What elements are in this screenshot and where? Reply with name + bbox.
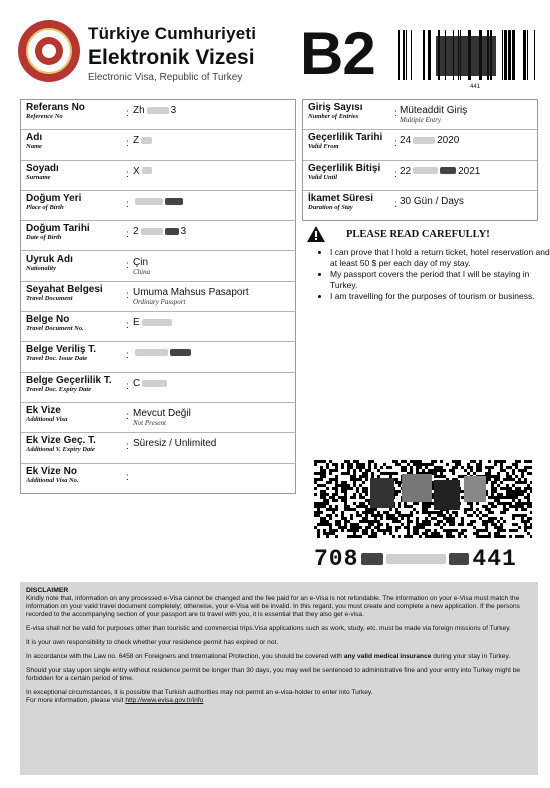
field-label-sub: Travel Doc. Expiry Date [26,385,92,393]
field-label-sub: Additional Visa [26,416,68,423]
field-label-main: Adı [26,132,43,144]
field-value [133,408,191,427]
table-row [303,191,537,221]
disclaimer-paragraph: It is your own responsibility to check whether your residence permit has expired or not. [26,639,279,646]
redaction-slot [411,135,437,146]
field-label-main: Belge Veriliş T. [26,344,97,356]
disclaimer-title: DISCLAIMER [26,587,69,594]
field-value-sub: Multiple Entry [400,116,442,124]
field-label-sub: Name [26,143,42,151]
disclaimer-paragraph: Kindly note that, information on any processed e-Visa cannot be changed and the fee paid for an e-Visa is not refundable. The information on your e-Visa must match the information on your valid travel document completely; otherwise, your e-Visa will be invalid. In this regard, you must create and complete a new application. If the persons recorded to the accompanying section of your passport are to travel with you, it is essential that they also get e-visa. [26,595,520,618]
field-label [308,132,382,151]
field-value [133,257,150,276]
barcode-2d [314,460,532,538]
field-value-sub: Not Present [133,419,166,427]
visa-type-label: B2 [300,20,375,87]
field-colon: : [394,198,397,210]
field-label-sub: Travel Doc. Issue Date [26,355,88,363]
field-value [400,196,464,207]
redaction-slot [145,105,171,116]
field-label-main: Giriş Sayısı [308,102,363,113]
disclaimer-paragraph [26,653,532,661]
field-label-main: Geçerlilik Bitişi [308,162,381,174]
field-value-sub: Ordinary Passport [133,297,186,306]
field-value-text: Süresiz / Unlimited [133,438,217,450]
field-label-sub: Number of Entries [308,113,359,120]
field-value [400,105,467,124]
field-colon: : [126,380,129,392]
field-value-text-end: 3 [180,226,187,238]
field-label [26,163,59,182]
field-label [26,193,81,212]
turkey-seal-logo [18,20,80,82]
field-value-text-end: 2020 [437,135,460,147]
field-label [308,193,373,212]
table-row [21,161,295,191]
header-title-line1: Türkiye Cumhuriyeti [88,24,257,43]
warning-item: • My passport covers the period that I will be staying in Turkey. [330,269,550,291]
field-colon: : [126,138,129,150]
field-value [400,135,459,146]
field-colon: : [126,108,129,119]
field-colon: : [126,168,129,180]
field-value [400,166,480,177]
field-value [133,317,174,328]
visa-code-start: 708 [314,546,359,572]
disclaimer-paragraph [26,689,532,705]
table-row [21,403,295,433]
visa-code-end: 441 [472,546,517,572]
field-value [133,438,216,449]
redaction-slot [133,347,193,358]
field-label-main: Belge No [26,314,70,326]
warning-triangle-icon [307,226,325,242]
warning-item: • I am travelling for the purposes of tourism or business. [330,291,550,302]
field-value [133,105,176,116]
field-label-sub: Date of Birth [26,234,62,242]
table-row [21,282,295,312]
field-label [26,405,67,424]
field-value-text-end: 2021 [458,165,481,177]
field-label-main: Belge Geçerlilik T. [26,374,112,386]
field-label-sub: Nationality [26,264,56,272]
visa-code-number [314,546,517,572]
field-label-main: Ek Vize No [26,465,77,477]
redaction-slot [139,135,154,146]
field-label [26,375,112,394]
field-colon: : [394,138,397,150]
warning-title: PLEASE READ CAREFULLY! [346,229,490,240]
barcode-top [398,30,536,88]
field-colon: : [126,471,129,483]
field-label [26,223,90,242]
field-value-text: Zh [133,105,145,116]
visa-info-table [302,99,538,221]
redaction-mark [361,553,383,565]
seal-emblem-icon [35,37,63,65]
field-label [308,163,380,182]
disclaimer-text: during your stay in Turkey. [433,653,511,660]
disclaimer-text: In accordance with the Law no. 6458 on Foreigners and International Protection, you should be covered with [26,653,342,660]
disclaimer-paragraph: Should your stay upon single entry without residence permit be longer than 30 days, you may well be sentenced to administrative fine and your entry into Turkey might be forbidden for a certain period of time. [26,667,521,682]
field-value-text: 30 Gün / Days [400,195,464,207]
field-value [133,378,169,389]
field-value [133,226,186,237]
field-value [133,287,249,306]
personal-info-table [20,99,296,494]
redaction-slot [133,196,185,207]
field-label [26,435,96,454]
table-row [21,342,295,372]
field-label [26,314,84,333]
field-value-text: Mevcut Değil [133,408,191,419]
disclaimer-text: In exceptional circumstances, it is possible that Turkish authorities may not permit an e-visa-holder to enter into Turkey. [26,689,373,696]
barcode-top-number: 441 [470,84,481,90]
field-value-text: Z [133,135,140,147]
table-row [21,130,295,160]
table-row [21,191,295,221]
warning-item: • I can prove that I hold a return ticket, hotel reservation and at least 50 $ per each day of my stay. [330,247,550,269]
field-label [26,466,79,485]
field-colon: : [126,320,129,332]
redaction-mark [449,553,469,565]
field-label-sub: Additional Visa No. [26,476,79,484]
field-label-main: Seyahat Belgesi [26,283,103,295]
field-label [308,102,362,121]
disclaimer-box [20,582,538,775]
warning-list [318,247,550,302]
field-colon: : [126,289,129,301]
field-label-main: Uyruk Adı [26,253,73,265]
disclaimer-text: For more information, please visit [26,697,124,704]
field-label-main: Ek Vize Geç. T. [26,435,96,447]
disclaimer-paragraph: E-visa shall not be valid for purposes other than touristic and commercial trips.Visa applications such as work, study, etc. must be made via foreign missions of Turkey. [26,625,511,632]
field-label [26,132,42,151]
field-value-text: 2 [133,226,139,238]
table-row [21,464,295,494]
redaction-slot [140,378,169,389]
field-label-main: Referans No [26,102,85,113]
field-label-sub: Additional V. Expiry Date [26,446,95,454]
table-row [21,100,295,130]
redaction-slot [140,317,174,328]
field-colon: : [126,259,129,271]
field-label-main: Geçerlilik Tarihi [308,132,383,144]
field-value-sub: China [133,267,151,276]
field-colon: : [394,108,397,119]
field-value-text: 22 [400,165,412,177]
redaction-slot [411,166,458,177]
field-value-text: Çin [133,256,149,268]
field-colon: : [126,350,129,362]
field-value-text: E [133,317,140,329]
field-label-sub: Duration of Stay [308,203,353,211]
field-label [26,254,73,273]
field-value-text: 24 [400,135,412,147]
field-label-sub: Travel Document [26,294,73,302]
field-label-main: Doğum Yeri [26,192,82,204]
field-value-text: Umuma Mahsus Pasaport [133,286,249,298]
field-value-text: C [133,377,141,389]
field-label-sub: Place of Birth [26,203,64,211]
table-row [303,161,537,191]
field-label-main: Ek Vize [26,405,61,416]
table-row [21,433,295,463]
field-label [26,102,85,121]
field-label-main: Doğum Tarihi [26,223,90,235]
field-label-main: İkamet Süresi [308,192,374,204]
field-label-sub: Travel Document No. [26,325,84,333]
table-row [21,373,295,403]
evisa-info-link[interactable]: http://www.evisa.gov.tr/info [125,697,204,704]
redaction-slot [139,226,181,237]
header-subtitle: Electronic Visa, Republic of Turkey [88,72,243,83]
field-colon: : [126,411,129,422]
table-row [303,100,537,130]
field-colon: : [126,441,129,453]
field-value-text-end: 3 [170,105,177,116]
field-value [133,166,154,177]
field-value-text: X [133,165,140,177]
field-label-main: Soyadı [26,162,59,174]
table-row [303,130,537,160]
table-row [21,252,295,282]
field-value-text: Müteaddit Giriş [400,105,468,116]
seal-ring [26,28,72,74]
field-colon: : [126,229,129,241]
field-label [26,344,96,363]
field-value [133,135,154,146]
field-colon: : [394,168,397,180]
field-value [133,196,185,207]
field-colon: : [126,198,129,210]
redaction-mark [386,554,446,564]
field-label-sub: Valid From [308,143,339,151]
field-label [26,284,103,303]
table-row [21,221,295,251]
redaction-slot [140,166,154,177]
field-label-sub: Surname [26,173,51,181]
disclaimer-bold-text: any valid medical insurance [343,653,432,660]
field-label-sub: Reference No [26,113,63,120]
table-row [21,312,295,342]
header-title-line2: Elektronik Vizesi [88,46,255,69]
field-label-sub: Valid Until [308,173,338,181]
field-value [133,347,193,358]
